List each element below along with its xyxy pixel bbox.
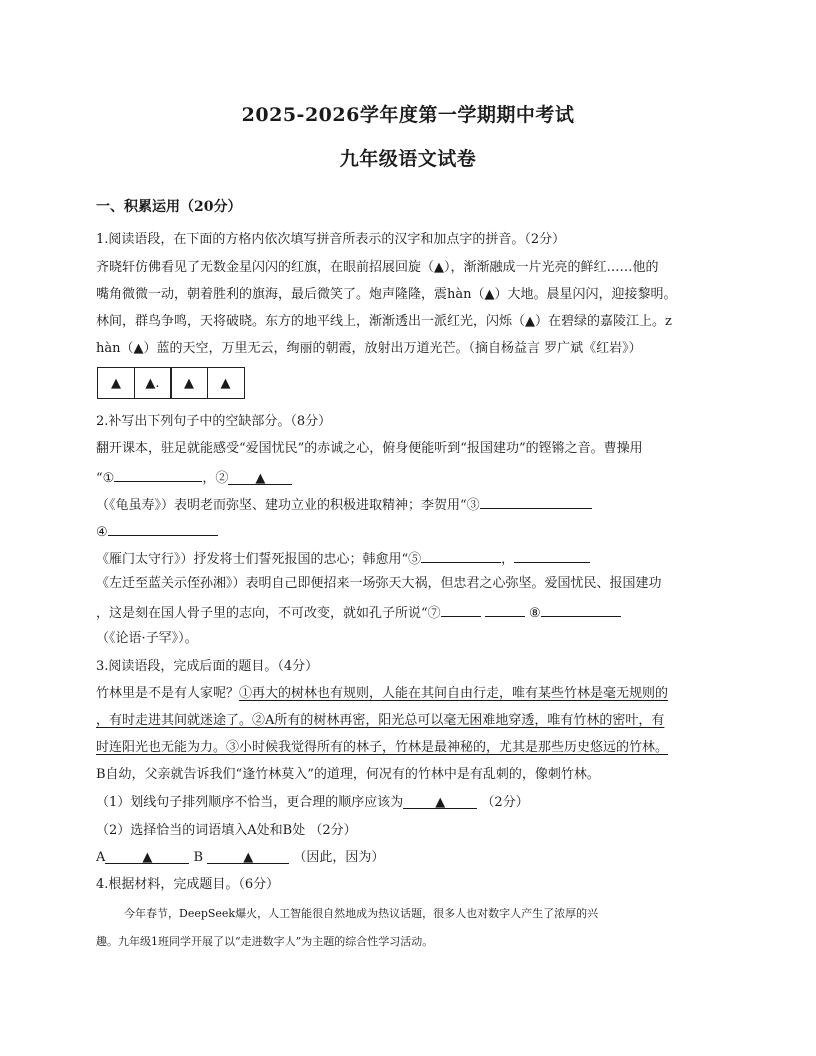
blank-label-4: ④: [96, 525, 108, 540]
q2-line-3-text: （《龟虽寿》）表明老而弥坚、建功立业的积极进取精神；李贺用“③: [96, 498, 480, 513]
q3-prompt: 3.阅读语段，完成后面的题目。（4分）: [96, 659, 319, 674]
blank-label-1: “①: [96, 471, 115, 486]
answer-box-3[interactable]: ▲: [170, 367, 208, 399]
answer-box-grid: [97, 367, 243, 399]
blank-label-8: ⑧: [528, 606, 541, 621]
q3-passage-line-2: ，有时走进其间就迷途了。②A所有的树林再密，阳光总可以毫无困难地穿透，唯有竹林的密叶，有: [96, 713, 665, 728]
q1-passage-line-3: 林间，群鸟争鸣，天将破晓。东方的地平线上，渐渐透出一派红光，闪烁（▲）在碧绿的嘉陵江上。z: [96, 314, 672, 329]
answer-box-1[interactable]: ▲: [97, 367, 135, 399]
q2-line-5: [96, 548, 590, 569]
fill-blank-5[interactable]: [421, 548, 501, 563]
q4-prompt: 4.根据材料，完成题目。（6分）: [96, 877, 280, 892]
blank-b[interactable]: [207, 849, 289, 864]
fill-blank-1[interactable]: [114, 467, 202, 482]
answer-box-2[interactable]: ▲.: [134, 367, 172, 399]
exam-title: 2025-2026学年度第一学期期中考试: [241, 104, 575, 126]
comma: ，: [501, 552, 515, 567]
q3-underlined-sentence-1: ①再大的树林也有规则，人能在其间自由行走，唯有某些竹林是毫无规则的: [239, 686, 669, 701]
q1-passage-line-2: 嘴角微微一动，朝着胜利的旗海，最后微笑了。炮声隆隆，震hàn（▲）大地。晨星闪闪，迎接黎明。: [96, 287, 677, 302]
blank-marker: ▲: [435, 795, 446, 810]
q3-sub2-answers: [96, 849, 384, 867]
q2-line-4: [96, 521, 218, 542]
section1-heading: 一、积累运用（20分）: [96, 199, 242, 215]
blank-marker: ▲: [255, 471, 266, 486]
blank-label-2: ，②: [202, 471, 229, 486]
q2-line-5-text: 《雁门太守行》）抒发将士们誓死报国的忠心；韩愈用“⑤: [96, 552, 422, 567]
fill-blank-7a[interactable]: [441, 602, 481, 617]
q2-prompt: 2.补写出下列句子中的空缺部分。（8分）: [96, 414, 332, 429]
q3-sub1-blank[interactable]: [403, 794, 477, 809]
q2-line-7-text: ，这是刻在国人骨子里的志向，不可改变，就如孔子所说“⑦: [96, 606, 441, 621]
q1-passage-line-1: 齐晓轩仿佛看见了无数金星闪闪的红旗，在眼前招展回旋（▲），渐渐融成一片光亮的鲜红……他的: [96, 260, 659, 275]
fill-blank-2[interactable]: [228, 470, 292, 485]
q1-prompt: 1.阅读语段，在下面的方格内依次填写拼音所表示的汉字和加点字的拼音。（2分）: [96, 232, 566, 247]
fill-blank-3[interactable]: [480, 494, 592, 509]
fill-blank-7b[interactable]: [485, 602, 525, 617]
q3-sub1-score: （2分）: [481, 795, 529, 810]
label-b: B: [193, 850, 204, 865]
q1-passage-line-4: hàn（▲）蓝的天空，万里无云，绚丽的朝霞，放射出万道光芒。（摘自杨益言 罗广斌《红岩》）: [96, 341, 642, 356]
blank-marker: ▲: [243, 850, 254, 865]
q2-line-3: [96, 494, 592, 515]
blank-a[interactable]: [105, 849, 189, 864]
q3-passage-line-3: 时连阳光也无能为力。③小时候我觉得所有的林子，竹林是最神秘的，尤其是那些历史悠远的竹林。: [96, 740, 669, 755]
fill-blank-4[interactable]: [108, 521, 218, 536]
q4-material-line-1: 今年春节，DeepSeek爆火，人工智能很自然地成为热议话题，很多人也对数字人产生了浓厚的兴: [124, 907, 599, 920]
exam-subtitle: 九年级语文试卷: [339, 148, 477, 170]
q4-material-line-2: 趣。九年级1班同学开展了以“走进数字人”为主题的综合性学习活动。: [96, 935, 434, 948]
q3-sub1: [96, 794, 529, 812]
q2-line-7: [96, 602, 621, 623]
fill-blank-8[interactable]: [541, 602, 621, 617]
q3-sub1-text: （1）划线句子排列顺序不恰当，更合理的顺序应该为: [96, 795, 404, 810]
q2-line-1: 翻开课本，驻足就能感受“爱国忧民”的赤诚之心，俯身便能听到“报国建功”的铿锵之音。曹操用: [96, 441, 643, 456]
q3-sub2: （2）选择恰当的词语填入A处和B处 （2分）: [96, 823, 357, 838]
label-a: A: [96, 850, 106, 865]
q2-line-2: [96, 467, 292, 488]
blank-marker: ▲: [142, 850, 153, 865]
q3-passage-intro: 竹林里是不是有人家呢？: [96, 686, 240, 701]
answer-box-4[interactable]: ▲: [207, 367, 245, 399]
q3-options: （因此，因为）: [293, 850, 385, 865]
q3-passage-line-4: B自幼，父亲就告诉我们“逢竹林莫入”的道理，何况有的竹林中是有乱刺的，像刺竹林。: [96, 767, 600, 782]
q3-passage-line-1: [96, 685, 668, 703]
q2-line-8: （《论语·子罕》）。: [96, 631, 198, 646]
q2-line-6: 《左迁至蓝关示侄孙湘》）表明自己即便招来一场弥天大祸，但忠君之心弥坚。爱国忧民、报国建功: [96, 576, 662, 591]
fill-blank-6[interactable]: [514, 548, 590, 563]
